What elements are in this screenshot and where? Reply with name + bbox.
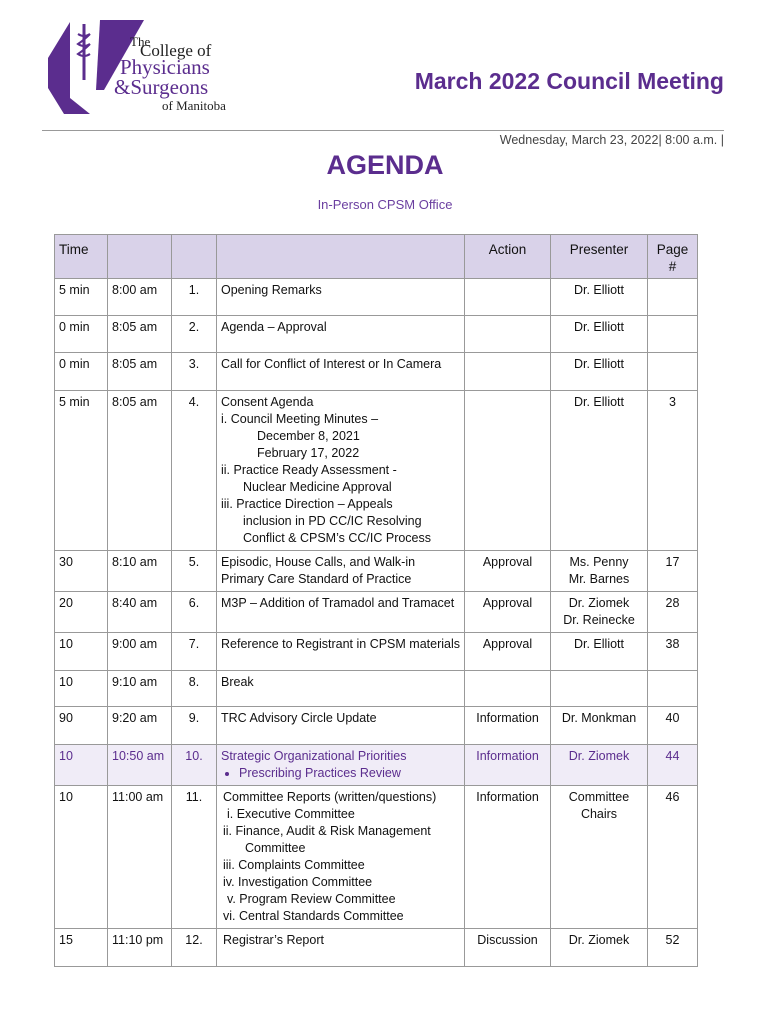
duration: 10: [55, 745, 108, 786]
table-row: [55, 551, 698, 592]
duration: 10: [55, 671, 108, 707]
item-number: 5.: [172, 551, 217, 592]
item-number: 6.: [172, 592, 217, 633]
table-row: [55, 633, 698, 671]
item-title: Committee Reports (written/questions): [223, 790, 437, 804]
meeting-location: In-Person CPSM Office: [317, 197, 453, 212]
item-title: Break: [217, 671, 465, 707]
header-page: Page #: [648, 235, 698, 279]
duration: 20: [55, 592, 108, 633]
item-page: 44: [648, 745, 698, 786]
start-time: 8:10 am: [108, 551, 172, 592]
header-blank: [217, 235, 465, 279]
item-action: Approval: [465, 633, 551, 671]
item-title: Strategic Organizational Priorities: [221, 749, 407, 763]
item-presenter: Committee: [568, 790, 630, 804]
item-presenter: Dr. Elliott: [551, 353, 648, 391]
sub-item: inclusion in PD CC/IC Resolving: [243, 514, 422, 528]
item-number: 9.: [172, 707, 217, 745]
item-title: TRC Advisory Circle Update: [217, 707, 465, 745]
start-time: 8:05 am: [108, 316, 172, 353]
sub-item: ii. Practice Ready Assessment -: [221, 463, 397, 477]
item-title: Episodic, House Calls, and Walk-in Primary Care Standard of Practice: [217, 551, 465, 592]
sub-item: iii. Complaints Committee: [223, 858, 365, 872]
cpsm-logo: [44, 18, 274, 118]
item-action: [465, 353, 551, 391]
sub-item: i. Executive Committee: [227, 807, 355, 821]
header-blank: [172, 235, 217, 279]
logo-line3: Physicians: [120, 55, 210, 79]
item-title: Reference to Registrant in CPSM materials: [217, 633, 465, 671]
logo-line1: The: [130, 34, 151, 49]
item-page: 38: [648, 633, 698, 671]
start-time: 9:20 am: [108, 707, 172, 745]
item-cell: [217, 745, 465, 786]
table-row: [55, 707, 698, 745]
item-cell: [217, 391, 465, 551]
item-page: [648, 671, 698, 707]
item-presenter: Dr. Elliott: [551, 316, 648, 353]
header-presenter: Presenter: [551, 235, 648, 279]
item-title: Agenda – Approval: [217, 316, 465, 353]
start-time: 8:05 am: [108, 391, 172, 551]
item-number: 1.: [172, 279, 217, 316]
item-number: 12.: [172, 929, 217, 967]
item-number: 4.: [172, 391, 217, 551]
duration: 0 min: [55, 353, 108, 391]
item-action: [465, 391, 551, 551]
table-header-row: [55, 235, 698, 279]
start-time: 9:00 am: [108, 633, 172, 671]
item-number: 7.: [172, 633, 217, 671]
bullet-item: • Prescribing Practices Review: [239, 765, 460, 782]
item-action: [465, 671, 551, 707]
item-presenter: [551, 671, 648, 707]
item-number: 11.: [172, 786, 217, 929]
start-time: 11:00 am: [108, 786, 172, 929]
item-action: Information: [465, 786, 551, 929]
item-presenter-cell: [551, 551, 648, 592]
duration: 5 min: [55, 279, 108, 316]
sub-item: February 17, 2022: [257, 446, 360, 460]
item-number: 10.: [172, 745, 217, 786]
item-action: Approval: [465, 551, 551, 592]
item-presenter: Ms. Penny: [569, 555, 629, 569]
table-row: [55, 316, 698, 353]
item-number: 3.: [172, 353, 217, 391]
table-row: [55, 929, 698, 967]
item-cell: [217, 786, 465, 929]
item-number: 2.: [172, 316, 217, 353]
item-presenter-cell: [551, 786, 648, 929]
item-page: 52: [648, 929, 698, 967]
start-time: 9:10 am: [108, 671, 172, 707]
duration: 15: [55, 929, 108, 967]
sub-item: v. Program Review Committee: [227, 892, 396, 906]
table-row: [55, 745, 698, 786]
item-page: 40: [648, 707, 698, 745]
header-time: Time: [55, 235, 108, 279]
logo-line5: of Manitoba: [162, 98, 226, 113]
item-title: Opening Remarks: [217, 279, 465, 316]
table-row: [55, 671, 698, 707]
logo-line2: College of: [140, 41, 212, 60]
item-title: Consent Agenda: [221, 395, 314, 409]
sub-item: Nuclear Medicine Approval: [243, 480, 392, 494]
item-page: [648, 279, 698, 316]
sub-item: Conflict & CPSM’s CC/IC Process: [243, 531, 432, 545]
table-row: [55, 279, 698, 316]
duration: 0 min: [55, 316, 108, 353]
item-title: M3P – Addition of Tramadol and Tramacet: [217, 592, 465, 633]
logo-line4: &Surgeons: [114, 75, 209, 99]
duration: 90: [55, 707, 108, 745]
item-presenter: Dr. Reinecke: [563, 613, 635, 627]
item-number: 8.: [172, 671, 217, 707]
item-action: [465, 316, 551, 353]
item-page: 46: [648, 786, 698, 929]
item-action: Discussion: [465, 929, 551, 967]
table-row: [55, 592, 698, 633]
start-time: 8:00 am: [108, 279, 172, 316]
table-row: [55, 353, 698, 391]
table-row: [55, 391, 698, 551]
meeting-title: March 2022 Council Meeting: [414, 68, 724, 94]
item-page: 17: [648, 551, 698, 592]
header-action: Action: [465, 235, 551, 279]
header-divider: [42, 130, 724, 131]
item-presenter: Dr. Ziomek: [551, 745, 648, 786]
item-presenter: Dr. Ziomek: [551, 929, 648, 967]
sub-item: ii. Finance, Audit & Risk Management: [223, 824, 431, 838]
item-presenter: Dr. Elliott: [551, 279, 648, 316]
item-action: Information: [465, 707, 551, 745]
item-action: Approval: [465, 592, 551, 633]
duration: 5 min: [55, 391, 108, 551]
duration: 30: [55, 551, 108, 592]
sub-item: iv. Investigation Committee: [223, 875, 373, 889]
header-blank: [108, 235, 172, 279]
item-page: [648, 353, 698, 391]
item-presenter: Chairs: [580, 807, 618, 821]
table-row: [55, 786, 698, 929]
start-time: 10:50 am: [108, 745, 172, 786]
duration: 10: [55, 633, 108, 671]
sub-item: iii. Practice Direction – Appeals: [221, 497, 393, 511]
start-time: 8:40 am: [108, 592, 172, 633]
item-presenter: Mr. Barnes: [568, 572, 630, 586]
sub-item: i. Council Meeting Minutes –: [221, 412, 379, 426]
duration: 10: [55, 786, 108, 929]
item-presenter: Dr. Elliott: [551, 633, 648, 671]
item-presenter: Dr. Monkman: [551, 707, 648, 745]
start-time: 11:10 pm: [108, 929, 172, 967]
item-page: 28: [648, 592, 698, 633]
item-title: Call for Conflict of Interest or In Camera: [217, 353, 465, 391]
agenda-title: AGENDA: [326, 150, 444, 180]
agenda-table: [54, 234, 698, 967]
item-action: [465, 279, 551, 316]
sub-item: Committee: [245, 841, 306, 855]
meeting-date: Wednesday, March 23, 2022| 8:00 a.m. |: [499, 133, 724, 147]
item-presenter-cell: [551, 592, 648, 633]
item-page: 3: [648, 391, 698, 551]
item-presenter: Dr. Elliott: [551, 391, 648, 551]
sub-item: vi. Central Standards Committee: [223, 909, 404, 923]
start-time: 8:05 am: [108, 353, 172, 391]
item-title: Registrar’s Report: [217, 929, 465, 967]
item-presenter: Dr. Ziomek: [568, 596, 630, 610]
item-action: Information: [465, 745, 551, 786]
sub-item: December 8, 2021: [257, 429, 360, 443]
item-page: [648, 316, 698, 353]
